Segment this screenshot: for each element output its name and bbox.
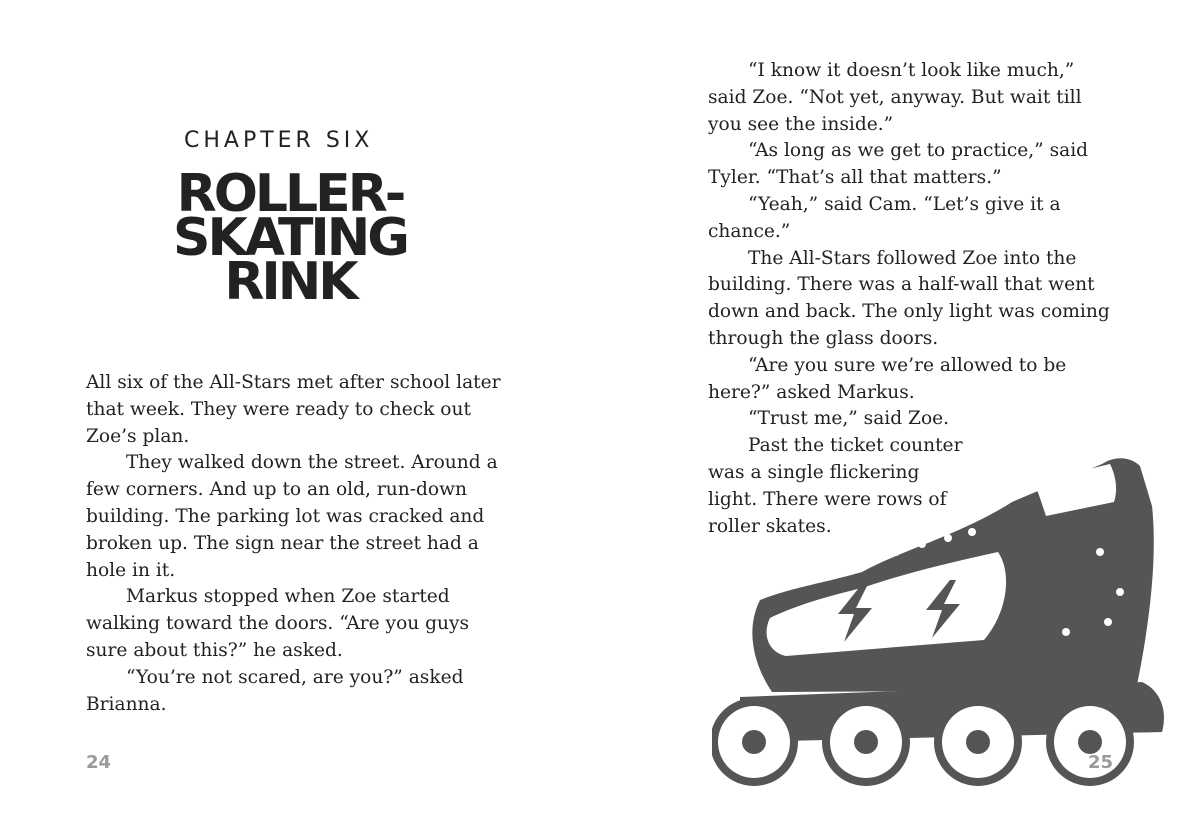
chapter-title-line: SKATING (173, 208, 407, 268)
paragraph: “Trust me,” said Zoe. (748, 408, 950, 430)
paragraph: “I know it doesn’t look like much,” said Zoe. “Not yet, anyway. But wait till you see the inside.” (708, 60, 1082, 135)
right-page (600, 0, 1200, 814)
paragraph: Markus stopped when Zoe started walking toward the doors. “Are you guys sure about this?” he asked. (86, 586, 470, 661)
left-body-text (86, 370, 506, 718)
paragraph: “You’re not scared, are you?” asked Brianna. (86, 666, 464, 715)
paragraph: The All-Stars followed Zoe into the building. There was a half-wall that went down and back. The only light was coming through the glass doors. (708, 247, 1110, 349)
chapter-label: CHAPTER SIX (184, 128, 374, 153)
chapter-title (160, 164, 420, 312)
chapter-title-line: ROLLER- (176, 164, 404, 224)
paragraph: Past the ticket counter was a single flickering light. There were rows of roller skates. (708, 435, 963, 537)
chapter-title-line: RINK (224, 252, 356, 312)
page-number: 24 (86, 752, 112, 773)
paragraph: All six of the All-Stars met after school later that week. They were ready to check out Zoe’s plan. (86, 372, 501, 447)
paragraph: They walked down the street. Around a few corners. And up to an old, run-down building. The parking lot was cracked and broken up. The sign near the street had a hole in it. (86, 452, 498, 581)
paragraph: “Are you sure we’re allowed to be here?” asked Markus. (708, 354, 1067, 403)
paragraph: “Yeah,” said Cam. “Let’s give it a chance.” (708, 193, 1061, 242)
page-number: 25 (1088, 752, 1114, 773)
paragraph: “As long as we get to practice,” said Tyler. “That’s all that matters.” (708, 140, 1089, 189)
